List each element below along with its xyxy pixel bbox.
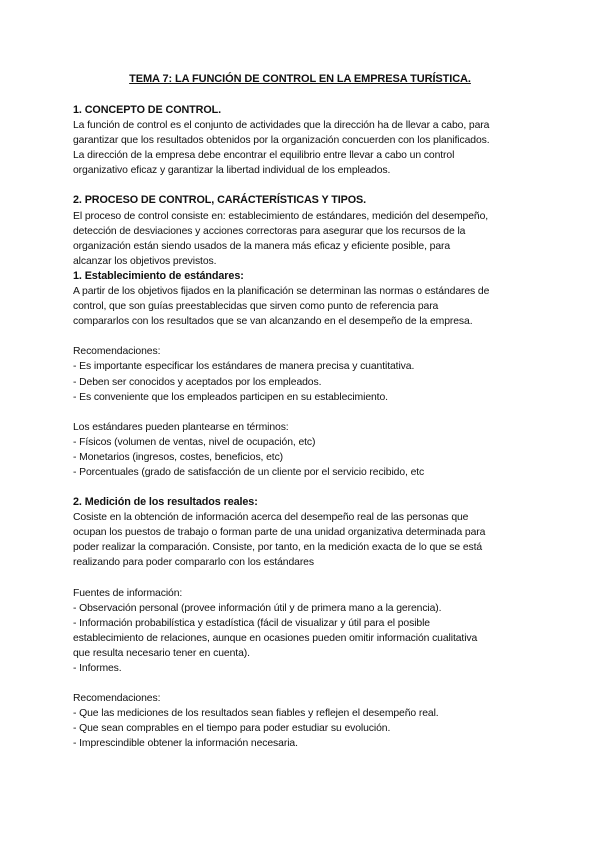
recommendations-label: Recomendaciones: [73, 346, 161, 358]
text-line: alcanzar los objetivos previstos. [73, 255, 217, 267]
text-line: Cosiste en la obtención de información acerca del desempeño real de las personas que [73, 512, 469, 524]
text-line: A partir de los objetivos fijados en la planificación se determinan las normas o estándares de [73, 286, 490, 298]
subsection-2-paragraph [73, 510, 543, 570]
text-line: El proceso de control consiste en: establecimiento de estándares, medición del desempeño, [73, 210, 489, 222]
text-line: organización están siendo usados de la manera más eficaz y eficiente posible, para [73, 240, 451, 252]
sources-label: Fuentes de información: [73, 587, 183, 599]
text-line: realizando para poder compararlo con los estándares [73, 557, 314, 569]
text-line: control, que son guías preestablecidas que sirven como punto de referencia para [73, 301, 439, 313]
list-item: establecimiento de relaciones, aunque en ocasiones pueden omitir información cualitativa [73, 632, 478, 644]
list-item: - Deben ser conocidos y aceptados por los empleados. [73, 376, 322, 388]
list-item: - Información probabilística y estadística (fácil de visualizar y útil para el posible [73, 617, 430, 629]
text-line: poder realizar la comparación. Consiste, por tanto, en la medición exacta de lo que se está [73, 542, 483, 554]
list-item: - Es conveniente que los empleados participen en su establecimiento. [73, 391, 388, 403]
list-item: - Físicos (volumen de ventas, nivel de ocupación, etc) [73, 436, 316, 448]
sources-list [73, 601, 543, 676]
document-body [73, 103, 543, 751]
text-line: La función de control es el conjunto de actividades que la dirección ha de llevar a cabo, para [73, 120, 490, 132]
subsection-2-heading: 2. Medición de los resultados reales: [73, 496, 258, 509]
list-item: - Monetarios (ingresos, costes, beneficios, etc) [73, 451, 284, 463]
text-line: detección de desviaciones y acciones correctoras para asegurar que los recursos de la [73, 225, 466, 237]
list-item: - Es importante especificar los estándares de manera precisa y cuantitativa. [73, 361, 415, 373]
section-2-heading: 2. PROCESO DE CONTROL, CARÁCTERÍSTICAS Y TIPOS. [73, 194, 367, 207]
list-item: - Observación personal (provee información útil y de primera mano a la gerencia). [73, 602, 442, 614]
section-1-paragraph [73, 118, 543, 178]
recommendations-label: Recomendaciones: [73, 693, 161, 705]
recommendations-list [73, 706, 543, 751]
list-item: - Informes. [73, 663, 122, 674]
text-line: garantizar que los resultados obtenidos por la organización concuerden con los planificados. [73, 135, 490, 147]
list-item: - Porcentuales (grado de satisfacción de un cliente por el servicio recibido, etc [73, 466, 425, 478]
section-2-paragraph [73, 209, 543, 269]
list-item: - Imprescindible obtener la información necesaria. [73, 738, 298, 750]
list-item: que resulta necesario tener en cuenta). [73, 647, 250, 659]
terms-list [73, 435, 543, 480]
list-item: - Que sean comprables en el tiempo para poder estudiar su evolución. [73, 723, 391, 735]
document-title: TEMA 7: LA FUNCIÓN DE CONTROL EN LA EMPRESA TURÍSTICA. [129, 73, 471, 85]
subsection-1-heading: 1. Establecimiento de estándares: [73, 269, 244, 282]
list-item: - Que las mediciones de los resultados sean fiables y reflejen el desempeño real. [73, 708, 439, 720]
text-line: compararlos con los resultados que se van alcanzando en el desempeño de la empresa. [73, 316, 473, 328]
subsection-1-paragraph [73, 284, 543, 329]
section-1-heading: 1. CONCEPTO DE CONTROL. [73, 104, 222, 116]
text-line: ocupan los puestos de trabajo o forman parte de una unidad organizativa determinada para [73, 527, 486, 539]
text-line: La dirección de la empresa debe encontrar el equilibrio entre llevar a cabo un control [73, 150, 455, 162]
terms-label: Los estándares pueden plantearse en términos: [73, 421, 289, 433]
recommendations-list [73, 359, 543, 404]
text-line: organizativo eficaz y garantizar la libertad individual de los empleados. [73, 165, 391, 177]
